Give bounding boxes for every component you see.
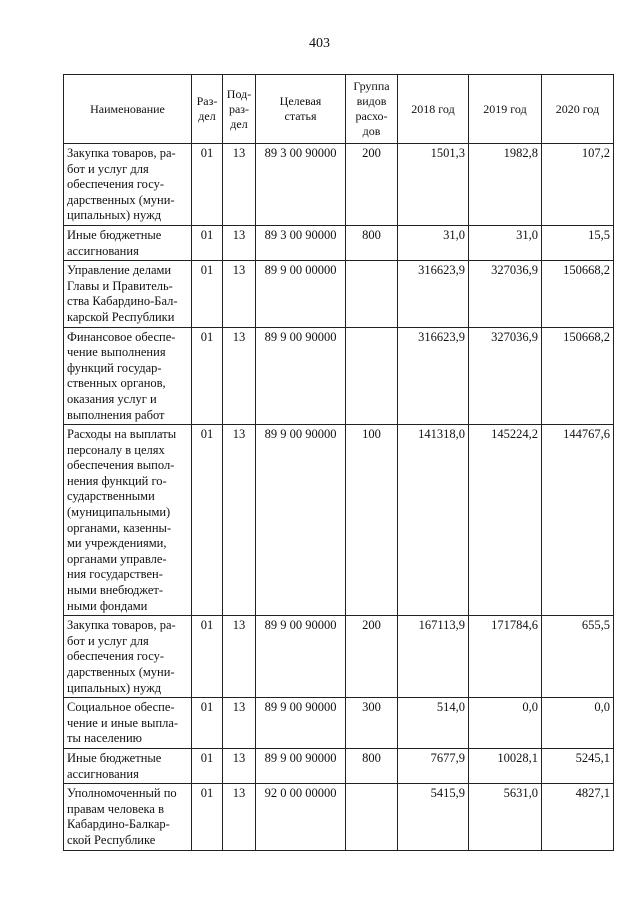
row-section: 01	[192, 784, 223, 850]
budget-table	[63, 74, 614, 851]
table-row	[64, 616, 614, 698]
row-section: 01	[192, 616, 223, 698]
row-2018: 1501,3	[398, 144, 469, 226]
row-target: 92 0 00 00000	[256, 784, 346, 850]
row-2018: 141318,0	[398, 425, 469, 616]
table-row	[64, 144, 614, 226]
row-section: 01	[192, 698, 223, 749]
row-2019: 327036,9	[469, 327, 542, 425]
row-subsection: 13	[223, 225, 256, 260]
table-row	[64, 327, 614, 425]
table-row	[64, 261, 614, 327]
row-target: 89 3 00 90000	[256, 225, 346, 260]
row-2020: 655,5	[542, 616, 614, 698]
row-2019: 171784,6	[469, 616, 542, 698]
header-subsection: Под- раз- дел	[223, 75, 256, 144]
row-section: 01	[192, 327, 223, 425]
row-2019: 5631,0	[469, 784, 542, 850]
header-2019: 2019 год	[469, 75, 542, 144]
header-section: Раз- дел	[192, 75, 223, 144]
row-section: 01	[192, 144, 223, 226]
row-2019: 327036,9	[469, 261, 542, 327]
row-2020: 4827,1	[542, 784, 614, 850]
row-target: 89 3 00 90000	[256, 144, 346, 226]
row-subsection: 13	[223, 748, 256, 783]
row-2020: 15,5	[542, 225, 614, 260]
row-2020: 150668,2	[542, 261, 614, 327]
row-name: Иные бюджетные ассигнования	[64, 225, 192, 260]
row-section: 01	[192, 225, 223, 260]
row-2018: 31,0	[398, 225, 469, 260]
page-number: 403	[309, 36, 330, 51]
row-name: Расходы на выплаты персоналу в целях обеспечения выпол- нения функций го- сударственными (муниципальными) органами, казенны- ми учреждениями, органами управле- ния государствен- ными внебюджет- ными фондами	[64, 425, 192, 616]
row-group	[346, 261, 398, 327]
row-subsection: 13	[223, 144, 256, 226]
row-name: Социальное обеспе- чение и иные выпла- ты населению	[64, 698, 192, 749]
row-group: 800	[346, 748, 398, 783]
row-2018: 5415,9	[398, 784, 469, 850]
header-2020: 2020 год	[542, 75, 614, 144]
row-name: Управление делами Главы и Правитель- ства Кабардино-Бал- карской Республики	[64, 261, 192, 327]
row-section: 01	[192, 261, 223, 327]
row-section: 01	[192, 425, 223, 616]
header-expense-group: Группа видов расхо- дов	[346, 75, 398, 144]
row-group: 200	[346, 144, 398, 226]
row-name: Финансовое обеспе- чение выполнения функций государ- ственных органов, оказания услуг и выполнения работ	[64, 327, 192, 425]
row-subsection: 13	[223, 261, 256, 327]
row-target: 89 9 00 90000	[256, 698, 346, 749]
table-row	[64, 698, 614, 749]
row-2018: 167113,9	[398, 616, 469, 698]
row-2019: 145224,2	[469, 425, 542, 616]
row-2020: 0,0	[542, 698, 614, 749]
row-name: Закупка товаров, ра- бот и услуг для обеспечения госу- дарственных (муни- ципальных) нужд	[64, 616, 192, 698]
row-2020: 150668,2	[542, 327, 614, 425]
row-2019: 10028,1	[469, 748, 542, 783]
row-2019: 1982,8	[469, 144, 542, 226]
table-header-row	[64, 75, 614, 144]
header-2018: 2018 год	[398, 75, 469, 144]
row-section: 01	[192, 748, 223, 783]
row-target: 89 9 00 90000	[256, 748, 346, 783]
row-group	[346, 327, 398, 425]
table-row	[64, 748, 614, 783]
row-2018: 7677,9	[398, 748, 469, 783]
row-group: 800	[346, 225, 398, 260]
row-group: 300	[346, 698, 398, 749]
row-subsection: 13	[223, 698, 256, 749]
row-name: Закупка товаров, ра- бот и услуг для обеспечения госу- дарственных (муни- ципальных) нужд	[64, 144, 192, 226]
row-target: 89 9 00 90000	[256, 425, 346, 616]
table-row	[64, 225, 614, 260]
row-name: Иные бюджетные ассигнования	[64, 748, 192, 783]
row-2019: 31,0	[469, 225, 542, 260]
row-group: 100	[346, 425, 398, 616]
row-subsection: 13	[223, 327, 256, 425]
row-2018: 316623,9	[398, 261, 469, 327]
row-subsection: 13	[223, 784, 256, 850]
row-target: 89 9 00 90000	[256, 616, 346, 698]
header-target-article: Целевая статья	[256, 75, 346, 144]
row-name: Уполномоченный по правам человека в Кабардино-Балкар- ской Республике	[64, 784, 192, 850]
row-subsection: 13	[223, 425, 256, 616]
row-2018: 514,0	[398, 698, 469, 749]
table-row	[64, 784, 614, 850]
row-2020: 5245,1	[542, 748, 614, 783]
row-group	[346, 784, 398, 850]
row-subsection: 13	[223, 616, 256, 698]
row-group: 200	[346, 616, 398, 698]
row-2020: 107,2	[542, 144, 614, 226]
row-2019: 0,0	[469, 698, 542, 749]
table-row	[64, 425, 614, 616]
row-target: 89 9 00 90000	[256, 327, 346, 425]
row-target: 89 9 00 00000	[256, 261, 346, 327]
row-2018: 316623,9	[398, 327, 469, 425]
header-name: Наименование	[64, 75, 192, 144]
row-2020: 144767,6	[542, 425, 614, 616]
